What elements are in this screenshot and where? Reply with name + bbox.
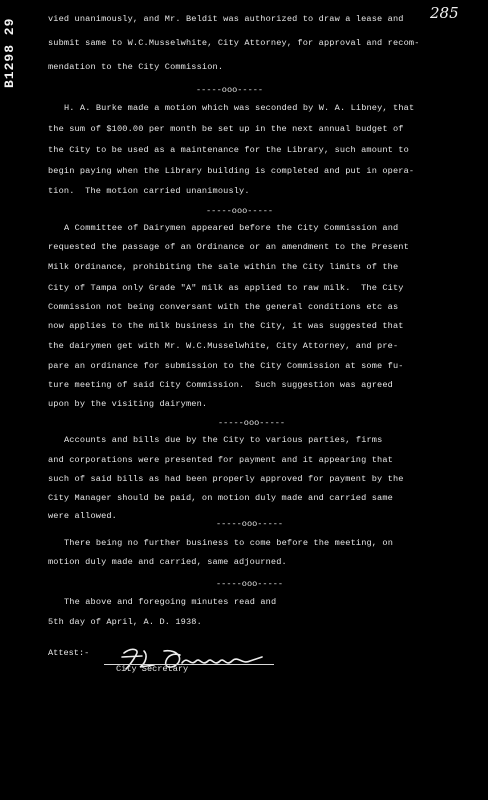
text-line: submit same to W.C.Musselwhite, City Attorney, for approval and recom- (48, 38, 420, 48)
separator: -----ooo----- (216, 519, 284, 529)
text-line: the dairymen get with Mr. W.C.Musselwhite, City Attorney, and pre- (48, 341, 399, 351)
signature-title: City Secretary (116, 664, 189, 674)
separator: -----ooo----- (196, 85, 264, 95)
text-line: ture meeting of said City Commission. Such suggestion was agreed (48, 380, 393, 390)
text-line: now applies to the milk business in the City, it was suggested that (48, 321, 404, 331)
text-line: There being no further business to come before the meeting, on (64, 538, 394, 548)
text-line: mendation to the City Commission. (48, 62, 224, 72)
text-line: motion duly made and carried, same adjourned. (48, 557, 287, 567)
text-line: and corporations were presented for payment and it appearing that (48, 455, 393, 465)
text-line: vied unanimously, and Mr. Beldit was authorized to draw a lease and (48, 14, 404, 24)
text-line: requested the passage of an Ordinance or an amendment to the Present (48, 242, 409, 252)
text-line: Accounts and bills due by the City to various parties, firms (64, 435, 383, 445)
text-line: begin paying when the Library building is completed and put in opera- (48, 166, 415, 176)
attest-label: Attest:- (48, 648, 90, 658)
text-line: City of Tampa only Grade "A" milk as applied to raw milk. The City (48, 283, 404, 293)
text-line: Milk Ordinance, prohibiting the sale within the City limits of the (48, 262, 399, 272)
text-line: H. A. Burke made a motion which was seconded by W. A. Libney, that (64, 103, 415, 113)
text-line: were allowed. (48, 511, 117, 521)
text-line: the sum of $100.00 per month be set up in the next annual budget of (48, 124, 404, 134)
text-line: A Committee of Dairymen appeared before the City Commission and (64, 223, 399, 233)
text-line: Commission not being conversant with the general conditions etc as (48, 302, 399, 312)
book-page-stamp: B1298 29 (2, 17, 17, 88)
text-line: City Manager should be paid, on motion duly made and carried same (48, 493, 393, 503)
text-line: 5th day of April, A. D. 1938. (48, 617, 202, 627)
text-line: such of said bills as had been properly approved for payment by the (48, 474, 404, 484)
separator: -----ooo----- (218, 418, 286, 428)
text-line: upon by the visiting dairymen. (48, 399, 208, 409)
page-number: 285 (430, 4, 459, 22)
text-line: tion. The motion carried unanimously. (48, 186, 250, 196)
text-line: pare an ordinance for submission to the City Commission at some fu- (48, 361, 404, 371)
separator: -----ooo----- (216, 579, 284, 589)
text-line: the City to be used as a maintenance for the Library, such amount to (48, 145, 409, 155)
separator: -----ooo----- (206, 206, 274, 216)
text-line: The above and foregoing minutes read and (64, 597, 277, 607)
